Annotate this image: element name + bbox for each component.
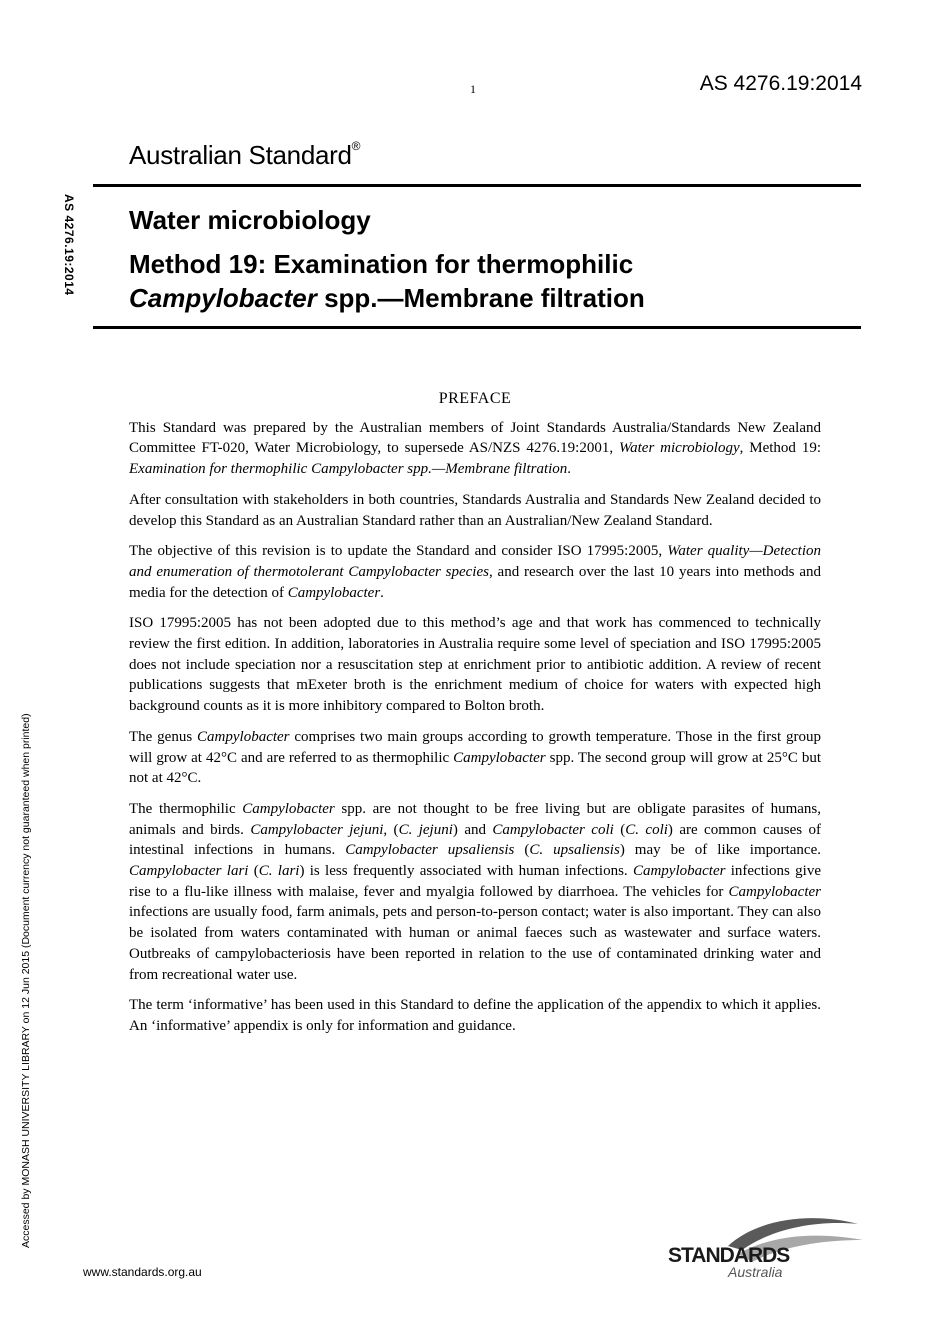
standards-australia-logo <box>668 1210 868 1280</box>
italic-run: Campylobacter jejuni <box>250 821 384 838</box>
document-title <box>129 203 645 315</box>
preface-paragraph <box>129 799 821 985</box>
text-run: The term ‘informative’ has been used in this Standard to define the application of the appendix to which it applies. An ‘informative’ appendix is only for information and guidance. <box>129 997 821 1034</box>
preface-paragraph <box>129 490 821 531</box>
italic-run: C. upsaliensis <box>529 842 620 859</box>
top-rule <box>93 184 861 187</box>
preface-paragraph <box>129 418 821 480</box>
italic-run: C. jejuni <box>398 821 453 838</box>
italic-run: Campylobacter <box>197 728 290 745</box>
title-line-3 <box>129 281 645 315</box>
text-run: ( <box>613 821 626 838</box>
preface-paragraph <box>129 613 821 717</box>
text-run: The objective of this revision is to update the Standard and consider ISO 17995:2005, <box>129 543 668 560</box>
preface-paragraph <box>129 541 821 603</box>
text-run: This Standard was prepared by the Australian members of Joint Standards Australia/Standards New Zealand Committee FT-020, Water Microbiology, to supersede AS/NZS 4276.19:2001, <box>129 419 821 457</box>
logo-subtitle: Australia <box>728 1264 783 1280</box>
text-run: The genus <box>129 728 198 745</box>
spine-label: AS 4276.19:2014 <box>62 194 76 296</box>
title-line-2: Method 19: Examination for thermophilic <box>129 249 634 279</box>
italic-run: Campylobacter <box>632 863 726 880</box>
title-line-1: Water microbiology <box>129 205 371 235</box>
text-run: ( <box>248 863 259 880</box>
text-run: comprises two main groups according to growth temperature. Those in the first group will grow at 42°C and are referred to as thermophilic <box>129 728 821 766</box>
italic-run: C. coli <box>625 821 668 838</box>
page-number: 1 <box>470 82 476 96</box>
text-run: ISO 17995:2005 has not been adopted due to this method’s age and that work has commenced to technically review the first edition. In addition, laboratories in Australia require some level of speciation and ISO 17995:2005 does not include speciation nor a resuscitation step at enrichment prior to antibiotic addition. A review of recent publications suggests that mExeter broth is the enrichment medium of choice for waters with expected high background counts as it is more inhibitory compared to Bolton broth. <box>129 615 821 715</box>
preface-section <box>129 389 821 1047</box>
text-run: infections are usually food, farm animals, pets and person-to-person contact; water is also important. They can also be isolated from waters contaminated with human or animal faeces such as wastewater and surface waters. Outbreaks of campylobacteriosis have been reported in relation to the use of contaminated drinking water and from recreational water use. <box>129 904 821 983</box>
text-run: spp. The second group will grow at 25°C but not at 42°C. <box>129 749 821 787</box>
registered-mark: ® <box>351 139 361 154</box>
text-run: . <box>567 461 572 478</box>
italic-run: Water quality—Detection and enumeration of thermotolerant Campylobacter species <box>129 543 821 580</box>
text-run: ( <box>514 842 530 859</box>
italic-run: Campylobacter upsaliensis <box>345 842 515 859</box>
logo-wordmark: STANDARDS <box>668 1244 790 1267</box>
text-run: . <box>380 584 384 601</box>
preface-paragraph <box>129 727 821 789</box>
text-run: ) may be of like importance. <box>619 842 821 859</box>
text-run: ) is less frequently associated with human infections. <box>299 863 633 880</box>
italic-run: Water microbiology <box>619 440 740 457</box>
italic-run: Campylobacter <box>287 584 381 601</box>
text-run: ) and <box>452 821 493 838</box>
text-run: After consultation with stakeholders in both countries, Standards Australia and Standards New Zealand decided to develop this Standard as an Australian Standard rather than an Australian/New Zealand Standard. <box>129 491 821 529</box>
document-id: AS 4276.19:2014 <box>699 72 862 95</box>
text-run: spp. are not thought to be free living but are obligate parasites of humans, animals and birds. <box>129 800 822 838</box>
series-name: Australian Standard <box>129 140 352 170</box>
text-run: , and research over the last 10 years into methods and media for the detection of <box>129 563 821 601</box>
text-run: ) are common causes of intestinal infections in humans. <box>129 821 822 859</box>
title-line-3-rest: spp.—Membrane filtration <box>316 283 645 313</box>
italic-run: Campylobacter <box>242 800 335 817</box>
bottom-rule <box>93 326 861 329</box>
preface-paragraph <box>129 995 821 1036</box>
italic-run: Examination for thermophilic Campylobacter spp.—Membrane filtration <box>129 461 568 478</box>
access-watermark: Accessed by MONASH UNIVERSITY LIBRARY on 12 Jun 2015 (Document currency not guaranteed when printed) <box>20 713 32 1248</box>
text-run: , ( <box>383 821 399 838</box>
footer-url: www.standards.org.au <box>83 1265 202 1279</box>
text-run: The thermophilic <box>129 800 243 817</box>
italic-run: C. lari <box>258 863 300 880</box>
italic-run: Campylobacter coli <box>492 821 614 838</box>
text-run: infections give rise to a flu-like illness with malaise, fever and myalgia followed by diarrhoea. The vehicles for <box>129 863 821 900</box>
preface-heading: PREFACE <box>438 390 512 407</box>
text-run: , Method 19: <box>739 440 822 457</box>
title-genus: Campylobacter <box>129 283 317 313</box>
series-title <box>129 140 360 171</box>
italic-run: Campylobacter <box>453 749 546 766</box>
italic-run: Campylobacter <box>728 883 821 900</box>
italic-run: Campylobacter lari <box>129 863 249 880</box>
